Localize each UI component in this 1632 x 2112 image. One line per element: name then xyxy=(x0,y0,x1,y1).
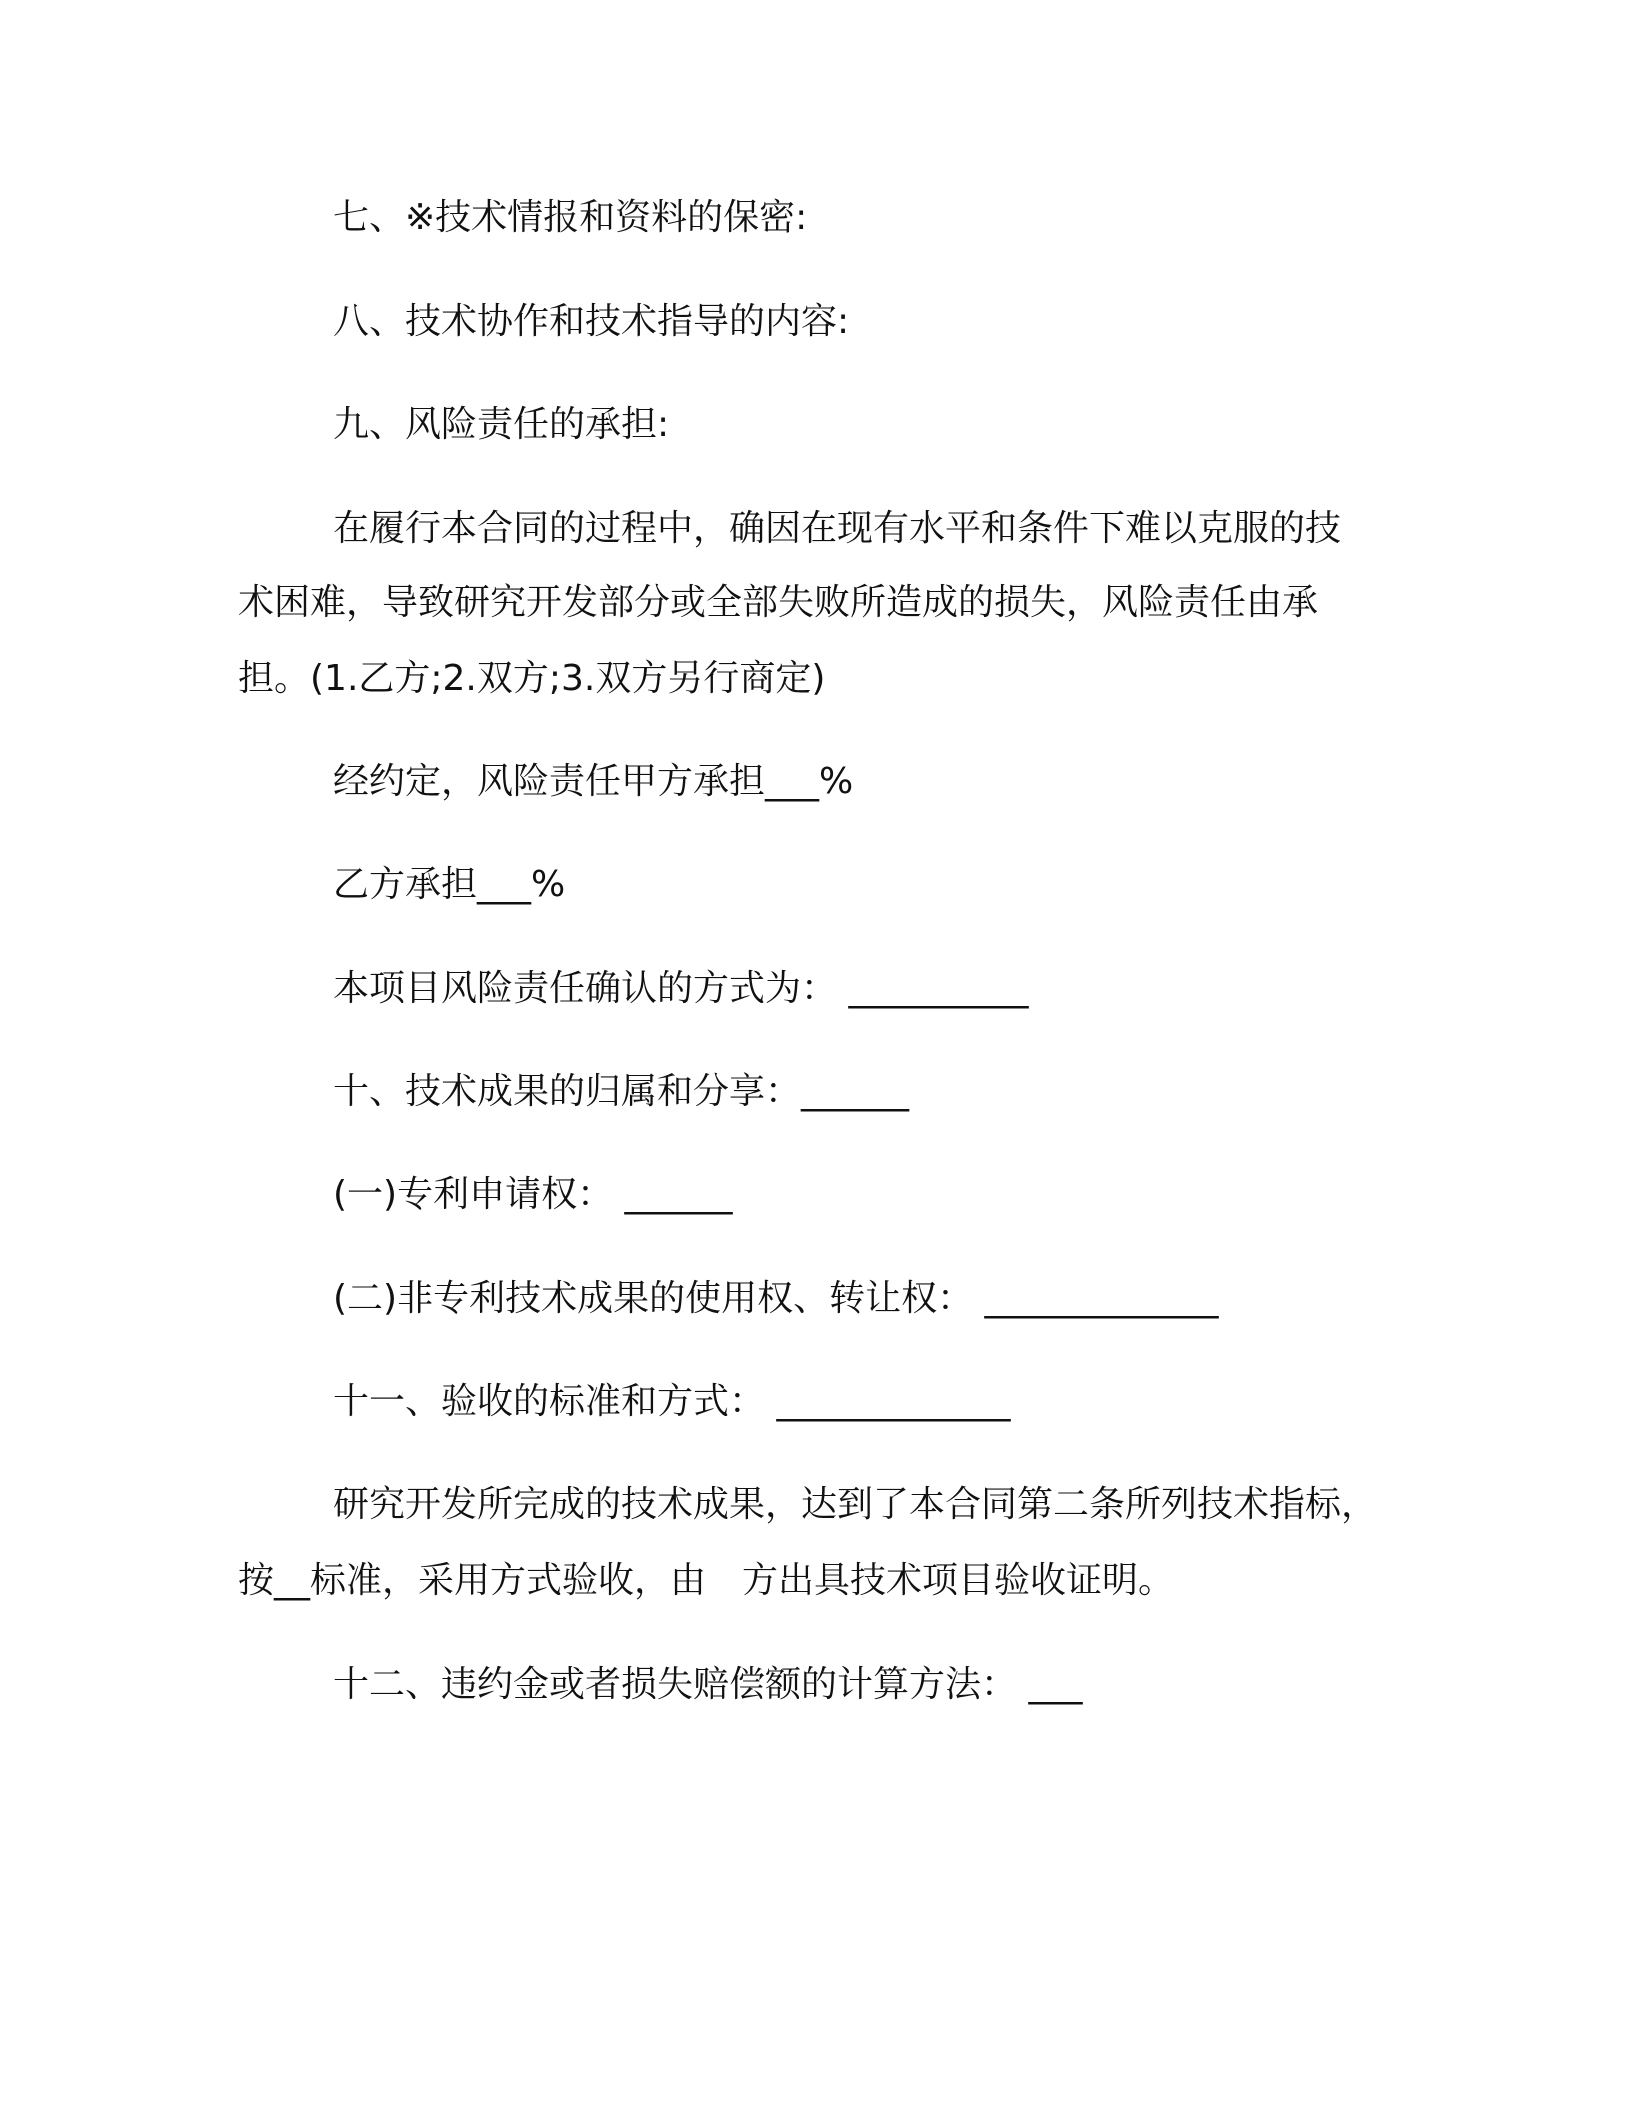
non-patent-right-line: (二)非专利技术成果的使用权、转让权： _____________ xyxy=(333,1278,1219,1319)
patent-right-line: (一)专利申请权： ______ xyxy=(333,1174,733,1215)
party-b-share-line: 乙方承担___% xyxy=(333,864,566,905)
risk-paragraph-line-1: 在履行本合同的过程中，确因在现有水平和条件下难以克服的技 xyxy=(333,508,1342,549)
risk-paragraph-line-2: 术困难，导致研究开发部分或全部失败所造成的损失，风险责任由承 xyxy=(238,582,1319,623)
party-a-share-line: 经约定，风险责任甲方承担___% xyxy=(333,761,854,802)
section-12-heading: 十二、违约金或者损失赔偿额的计算方法： ___ xyxy=(333,1664,1083,1705)
risk-confirmation-line: 本项目风险责任确认的方式为： __________ xyxy=(333,968,1029,1009)
risk-paragraph-line-3: 担。(1.乙方;2.双方;3.双方另行商定) xyxy=(238,658,826,699)
section-10-heading: 十、技术成果的归属和分享：______ xyxy=(333,1071,910,1112)
section-9-heading: 九、风险责任的承担: xyxy=(333,404,670,445)
section-8-heading: 八、技术协作和技术指导的内容: xyxy=(333,301,850,342)
section-11-heading: 十一、验收的标准和方式： _____________ xyxy=(333,1381,1011,1422)
section-7-heading: 七、※技术情报和资料的保密: xyxy=(333,197,808,238)
acceptance-paragraph-line-2: 按__标准，采用方式验收，由 方出具技术项目验收证明。 xyxy=(238,1560,1175,1601)
acceptance-paragraph-line-1: 研究开发所完成的技术成果，达到了本合同第二条所列技术指标， xyxy=(333,1484,1378,1525)
